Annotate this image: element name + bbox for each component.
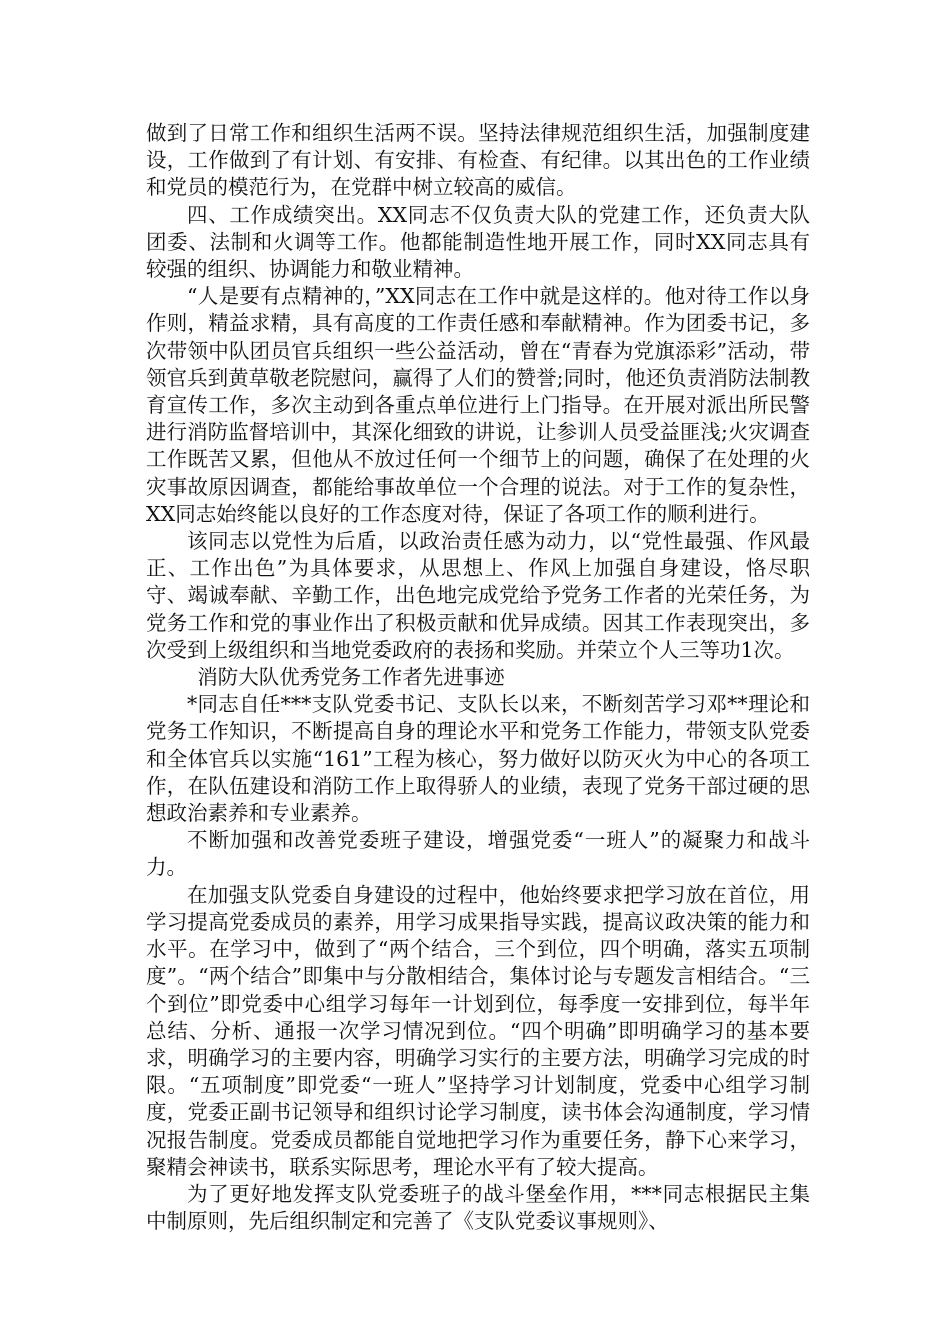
paragraph-8: 为了更好地发挥支队党委班子的战斗堡垒作用，***同志根据民主集中制原则，先后组织制定和完善了《支队党委议事规则》、: [146, 1181, 810, 1234]
paragraph-2: 四、工作成绩突出。XX同志不仅负责大队的党建工作，还负责大队团委、法制和火调等工作。他都能制造性地开展工作，同时XX同志具有较强的组织、协调能力和敬业精神。: [146, 202, 810, 282]
document-page: [146, 120, 810, 1235]
paragraph-4: 该同志以党性为后盾，以政治责任感为动力，以“党性最强、作风最正、工作出色”为具体要求，从思想上、作风上加强自身建设，恪尽职守、竭诚奉献、辛勤工作，出色地完成党给予党务工作者的光荣任务，为党务工作和党的事业作出了积极贡献和优异成绩。因其工作表现突出，多次受到上级组织和当地党委政府的表扬和奖励。并荣立个人三等功1次。: [146, 529, 810, 662]
paragraph-7: 在加强支队党委自身建设的过程中，他始终要求把学习放在首位，用学习提高党委成员的素养，用学习成果指导实践，提高议政决策的能力和水平。在学习中，做到了“两个结合，三个到位，四个明确，落实五项制度”。“两个结合”即集中与分散相结合，集体讨论与专题发言相结合。“三个到位”即党委中心组学习每年一计划到位，每季度一安排到位，每半年总结、分析、通报一次学习情况到位。“四个明确”即明确学习的基本要求，明确学习的主要内容，明确学习实行的主要方法，明确学习完成的时限。“五项制度”即党委“一班人”坚持学习计划制度，党委中心组学习制度，党委正副书记领导和组织讨论学习制度，读书体会沟通制度，学习情况报告制度。党委成员都能自觉地把学习作为重要任务，静下心来学习，聚精会神读书，联系实际思考，理论水平有了较大提高。: [146, 882, 810, 1179]
paragraph-3: “人是要有点精神的，”XX同志在工作中就是这样的。他对待工作以身作则，精益求精，具有高度的工作责任感和奉献精神。作为团委书记，多次带领中队团员官兵组织一些公益活动，曾在“青春为党旗添彩”活动，带领官兵到黄草敬老院慰问，赢得了人们的赞誉;同时，他还负责消防法制教育宣传工作，多次主动到各重点单位进行上门指导。在开展对派出所民警进行消防监督培训中，其深化细致的讲说，让参训人员受益匪浅;火灾调查工作既苦又累，但他从不放过任何一个细节上的问题，确保了在处理的火灾事故原因调查，都能给事故单位一个合理的说法。对于工作的复杂性，XX同志始终能以良好的工作态度对待，保证了各项工作的顺利进行。: [146, 284, 810, 526]
paragraph-6: 不断加强和改善党委班子建设，增强党委“一班人”的凝聚力和战斗力。: [146, 828, 810, 880]
paragraph-5: *同志自任***支队党委书记、支队长以来，不断刻苦学习邓**理论和党务工作知识，不断提高自身的理论水平和党务工作能力，带领支队党委和全体官兵以实施“161”工程为核心，努力做好以防灭火为中心的各项工作，在队伍建设和消防工作上取得骄人的业绩，表现了党务干部过硬的思想政治素养和专业素养。: [146, 692, 810, 826]
section-heading: 消防大队优秀党务工作者先进事迹: [197, 665, 505, 690]
paragraph-1: 做到了日常工作和组织生活两不误。坚持法律规范组织生活，加强制度建设，工作做到了有计划、有安排、有检查、有纪律。以其出色的工作业绩和党员的模范行为，在党群中树立较高的威信。: [146, 121, 810, 200]
